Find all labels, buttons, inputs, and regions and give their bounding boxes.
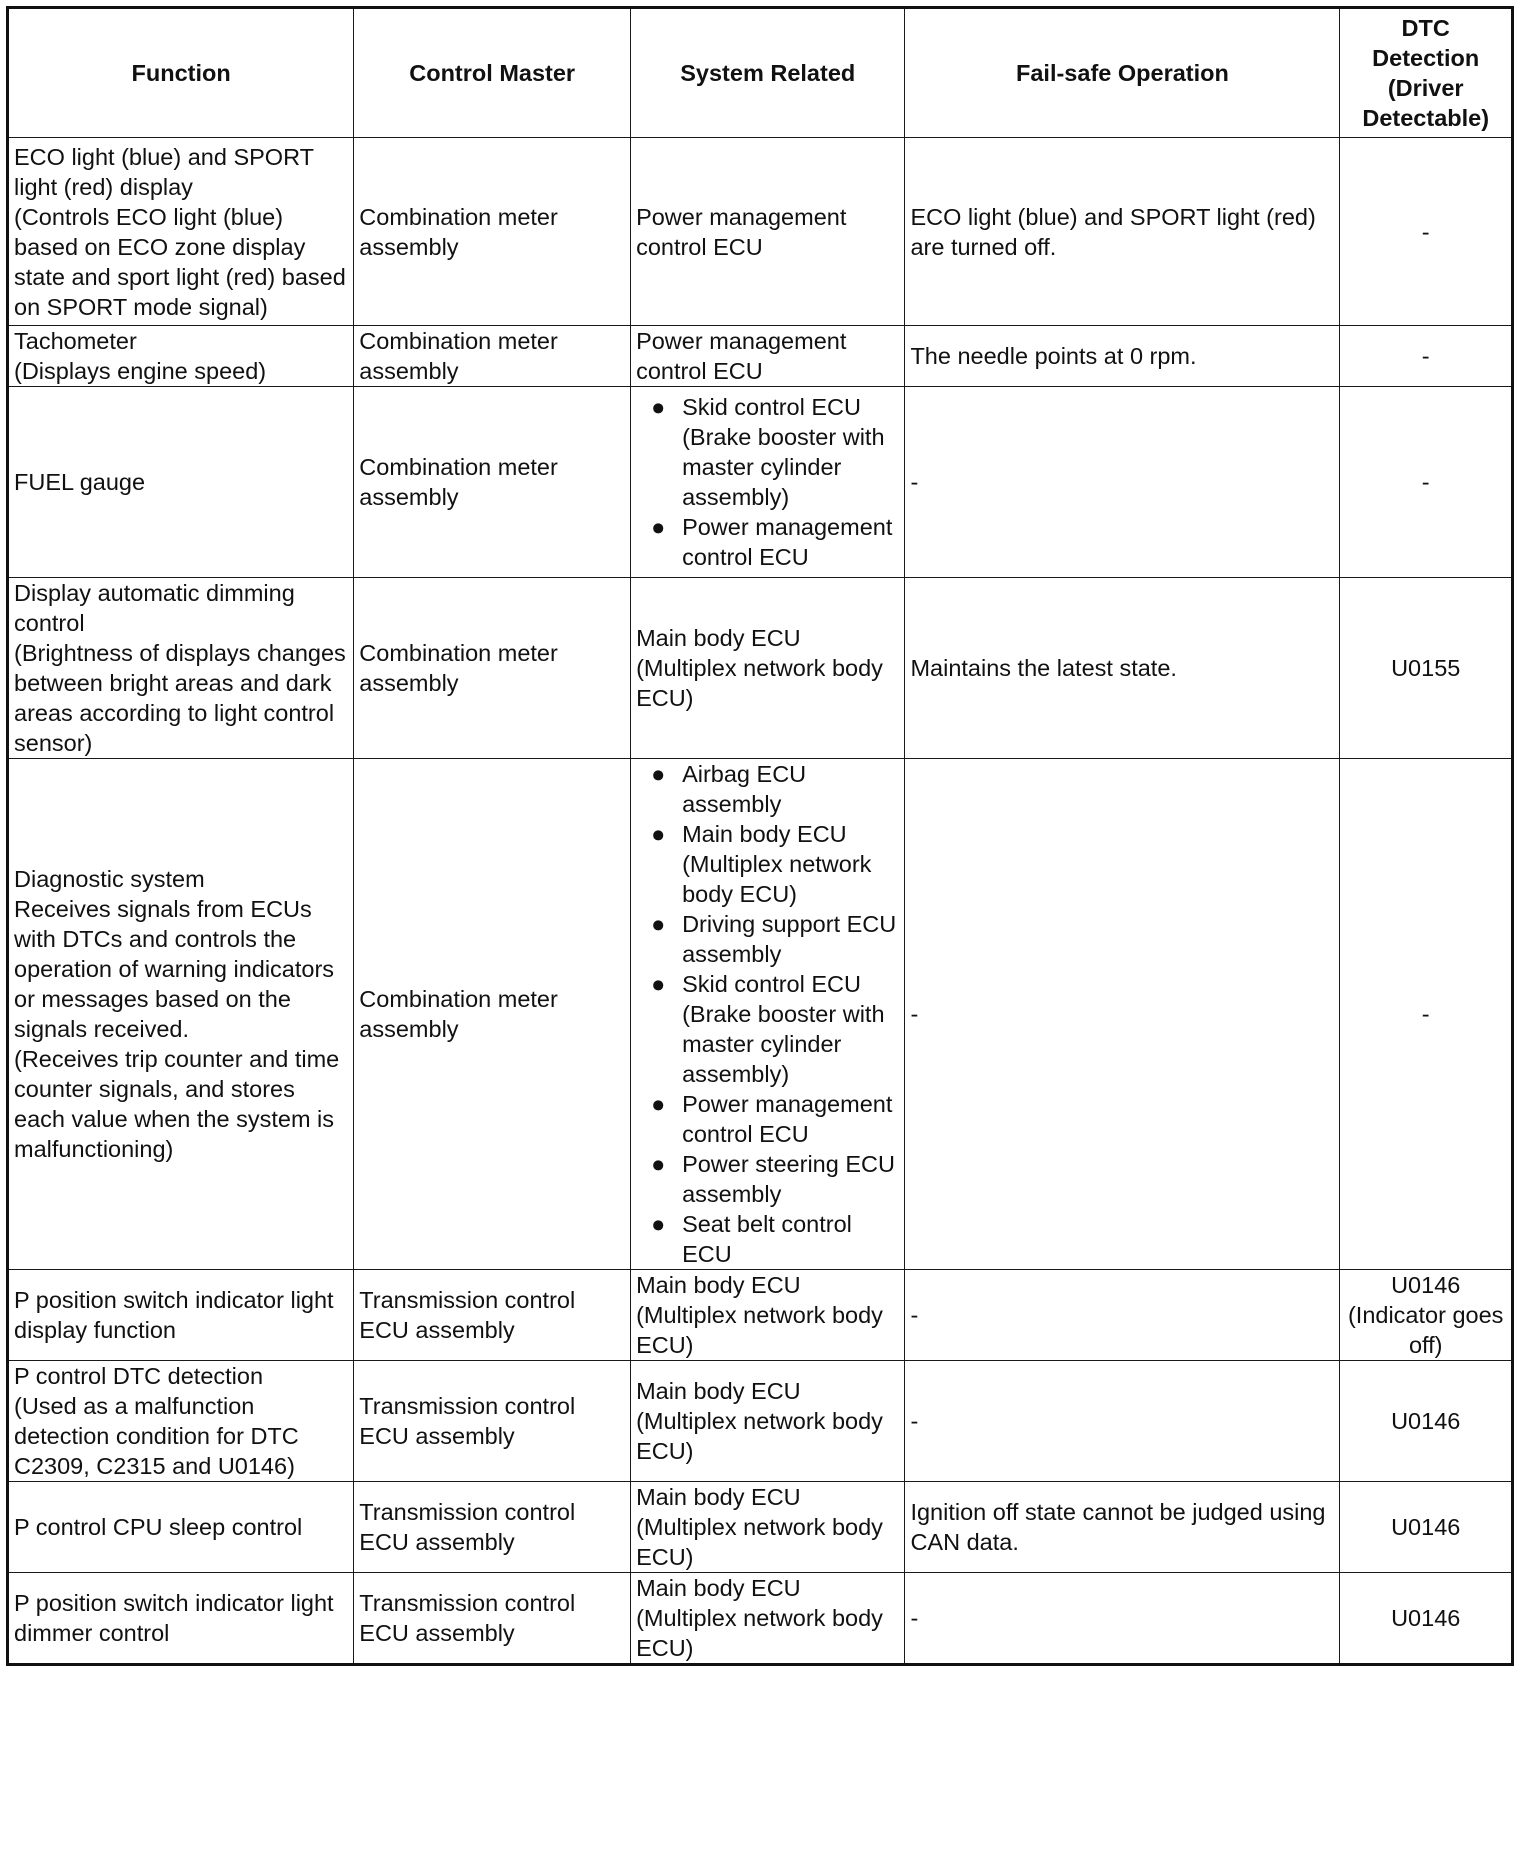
cell-line: (Controls ECO light (blue) based on ECO zone display state and sport light (red) based on SPORT mode signal) bbox=[14, 203, 346, 320]
header-failsafe-operation: Fail-safe Operation bbox=[905, 8, 1340, 138]
header-system-related: System Related bbox=[631, 8, 905, 138]
cell-line: P position switch indicator light dimmer control bbox=[14, 1590, 334, 1646]
table-row bbox=[8, 1573, 1513, 1665]
bullet-icon: ● bbox=[651, 761, 666, 787]
list-item bbox=[636, 1089, 899, 1149]
failsafe-cell: Ignition off state cannot be judged using CAN data. bbox=[905, 1482, 1340, 1573]
header-row bbox=[8, 8, 1513, 138]
dtc-cell: U0155 bbox=[1340, 578, 1513, 759]
dtc-cell: U0146 bbox=[1340, 1573, 1513, 1665]
system-related-cell bbox=[631, 326, 905, 387]
list-item bbox=[636, 512, 899, 572]
cell-line: (Multiplex network body ECU) bbox=[636, 1302, 883, 1358]
list-item bbox=[636, 969, 899, 1089]
control-master-cell: Combination meter assembly bbox=[354, 387, 631, 578]
cell-line: Main body ECU bbox=[636, 1484, 801, 1510]
cell-line: Power management control ECU bbox=[636, 328, 847, 384]
function-cell bbox=[8, 1361, 354, 1482]
table-row bbox=[8, 1482, 1513, 1573]
function-cell bbox=[8, 1270, 354, 1361]
system-related-cell bbox=[631, 138, 905, 326]
cell-line: Main body ECU bbox=[636, 1272, 801, 1298]
bullet-icon: ● bbox=[651, 1151, 666, 1177]
dtc-cell: U0146 (Indicator goes off) bbox=[1340, 1270, 1513, 1361]
control-master-cell: Transmission control ECU assembly bbox=[354, 1573, 631, 1665]
cell-line: (Brightness of displays changes between bright areas and dark areas according to light control sensor) bbox=[14, 640, 346, 756]
list-item-text: Power management control ECU bbox=[682, 1091, 893, 1147]
control-master-cell: Transmission control ECU assembly bbox=[354, 1361, 631, 1482]
bullet-icon: ● bbox=[651, 821, 666, 847]
dtc-cell: - bbox=[1340, 138, 1513, 326]
cell-line: P control DTC detection bbox=[14, 1363, 264, 1389]
cell-line: P control CPU sleep control bbox=[14, 1514, 303, 1540]
dtc-cell: U0146 bbox=[1340, 1482, 1513, 1573]
cell-line: (Used as a malfunction detection condition for DTC C2309, C2315 and U0146) bbox=[14, 1393, 299, 1479]
list-item bbox=[636, 1209, 899, 1269]
list-item bbox=[636, 1149, 899, 1209]
list-item-text: Airbag ECU assembly bbox=[682, 761, 807, 817]
cell-line: Diagnostic system bbox=[14, 866, 205, 892]
system-related-cell bbox=[631, 387, 905, 578]
cell-line: Main body ECU bbox=[636, 1575, 801, 1601]
table-row bbox=[8, 578, 1513, 759]
header-function: Function bbox=[8, 8, 354, 138]
system-related-cell bbox=[631, 1482, 905, 1573]
system-related-cell bbox=[631, 1361, 905, 1482]
cell-line: (Multiplex network body ECU) bbox=[636, 1514, 883, 1570]
cell-line: P position switch indicator light display function bbox=[14, 1287, 334, 1343]
function-cell bbox=[8, 1573, 354, 1665]
dtc-cell: - bbox=[1340, 326, 1513, 387]
function-cell bbox=[8, 1482, 354, 1573]
function-cell bbox=[8, 759, 354, 1270]
control-master-cell: Combination meter assembly bbox=[354, 759, 631, 1270]
dtc-cell: U0146 bbox=[1340, 1361, 1513, 1482]
failsafe-cell: The needle points at 0 rpm. bbox=[905, 326, 1340, 387]
cell-line: (Receives trip counter and time counter signals, and stores each value when the system is malfunctioning) bbox=[14, 1046, 340, 1162]
cell-line: Tachometer bbox=[14, 328, 137, 354]
list-item-text: Power steering ECU assembly bbox=[682, 1151, 895, 1207]
cell-line: (Multiplex network body ECU) bbox=[636, 1605, 883, 1661]
list-item bbox=[636, 759, 899, 819]
function-table bbox=[6, 6, 1514, 1666]
control-master-cell: Combination meter assembly bbox=[354, 578, 631, 759]
table-row bbox=[8, 759, 1513, 1270]
list-item-text: Skid control ECU (Brake booster with master cylinder assembly) bbox=[682, 394, 885, 510]
list-item-text: Skid control ECU (Brake booster with master cylinder assembly) bbox=[682, 971, 885, 1087]
bullet-icon: ● bbox=[651, 1211, 666, 1237]
table-row bbox=[8, 387, 1513, 578]
list-item-text: Driving support ECU assembly bbox=[682, 911, 897, 967]
table-row bbox=[8, 326, 1513, 387]
system-related-cell bbox=[631, 1270, 905, 1361]
cell-line: (Multiplex network body ECU) bbox=[636, 655, 883, 711]
list-item-text: Power management control ECU bbox=[682, 514, 893, 570]
bullet-icon: ● bbox=[651, 394, 666, 420]
cell-line: ECO light (blue) and SPORT light (red) display bbox=[14, 143, 314, 200]
header-control-master: Control Master bbox=[354, 8, 631, 138]
failsafe-cell: - bbox=[905, 759, 1340, 1270]
cell-line: (Displays engine speed) bbox=[14, 358, 267, 384]
failsafe-cell: - bbox=[905, 387, 1340, 578]
system-related-cell bbox=[631, 1573, 905, 1665]
cell-line: Power management control ECU bbox=[636, 203, 847, 260]
list-item bbox=[636, 819, 899, 909]
cell-line: FUEL gauge bbox=[14, 469, 146, 495]
list-item bbox=[636, 392, 899, 512]
system-related-list bbox=[636, 759, 899, 1269]
function-cell bbox=[8, 387, 354, 578]
control-master-cell: Transmission control ECU assembly bbox=[354, 1482, 631, 1573]
failsafe-cell: - bbox=[905, 1270, 1340, 1361]
cell-line: Receives signals from ECUs with DTCs and controls the operation of warning indicators or messages based on the signals received. bbox=[14, 896, 335, 1042]
system-related-cell bbox=[631, 759, 905, 1270]
list-item bbox=[636, 909, 899, 969]
list-item-text: Main body ECU (Multiplex network body ECU) bbox=[682, 821, 872, 907]
function-cell bbox=[8, 138, 354, 326]
cell-line: Display automatic dimming control bbox=[14, 580, 295, 636]
table-row bbox=[8, 1361, 1513, 1482]
control-master-cell: Combination meter assembly bbox=[354, 326, 631, 387]
bullet-icon: ● bbox=[651, 1091, 666, 1117]
bullet-icon: ● bbox=[651, 514, 666, 540]
cell-line: Main body ECU bbox=[636, 625, 801, 651]
cell-line: (Multiplex network body ECU) bbox=[636, 1408, 883, 1464]
system-related-cell bbox=[631, 578, 905, 759]
table-row bbox=[8, 138, 1513, 326]
table-row bbox=[8, 1270, 1513, 1361]
header-dtc-detection: DTC Detection (Driver Detectable) bbox=[1340, 8, 1513, 138]
cell-line: Main body ECU bbox=[636, 1378, 801, 1404]
dtc-cell: - bbox=[1340, 759, 1513, 1270]
list-item-text: Seat belt control ECU bbox=[682, 1211, 852, 1267]
failsafe-cell: ECO light (blue) and SPORT light (red) are turned off. bbox=[905, 138, 1340, 326]
failsafe-cell: - bbox=[905, 1573, 1340, 1665]
failsafe-cell: - bbox=[905, 1361, 1340, 1482]
function-cell bbox=[8, 326, 354, 387]
control-master-cell: Transmission control ECU assembly bbox=[354, 1270, 631, 1361]
bullet-icon: ● bbox=[651, 911, 666, 937]
bullet-icon: ● bbox=[651, 971, 666, 997]
control-master-cell: Combination meter assembly bbox=[354, 138, 631, 326]
failsafe-cell: Maintains the latest state. bbox=[905, 578, 1340, 759]
function-cell bbox=[8, 578, 354, 759]
system-related-list bbox=[636, 392, 899, 572]
dtc-cell: - bbox=[1340, 387, 1513, 578]
